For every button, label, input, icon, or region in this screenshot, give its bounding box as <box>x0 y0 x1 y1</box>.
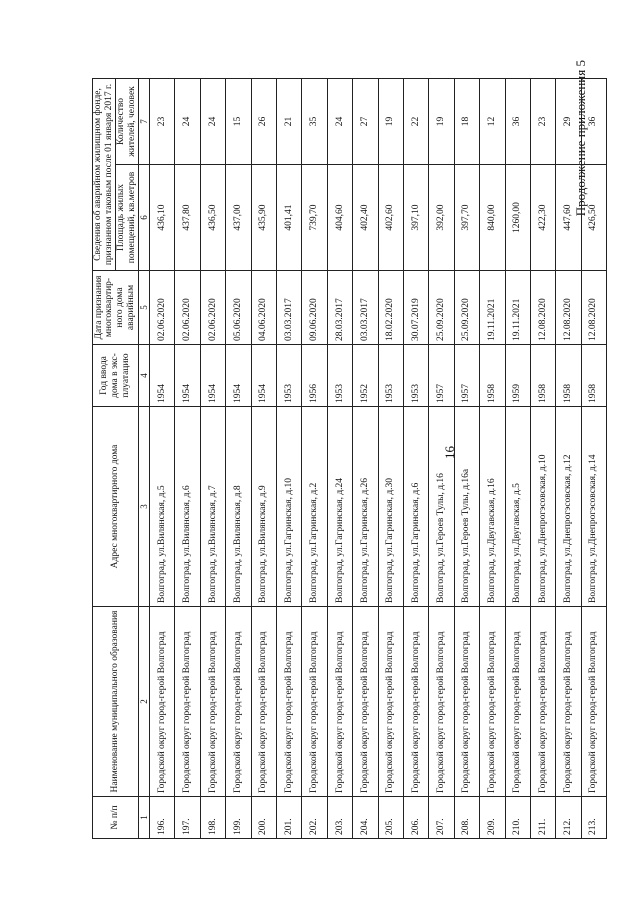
address-cell: Волгоград, ул.Вилянская, д.9 <box>251 407 276 607</box>
year-cell: 1954 <box>150 345 175 407</box>
date-cell: 03.03.2017 <box>276 271 301 345</box>
date-cell: 19.11.2021 <box>480 271 505 345</box>
date-cell: 02.06.2020 <box>175 271 200 345</box>
municipality-cell: Городской округ город-герой Волгоград <box>150 607 175 797</box>
table-row <box>276 79 301 839</box>
area-cell: 397,70 <box>454 165 479 271</box>
residents-cell: 12 <box>480 79 505 165</box>
address-cell: Волгоград, ул.Днепрогэсовская, д.14 <box>581 407 606 607</box>
column-number: 3 <box>138 407 149 607</box>
area-cell: 840,00 <box>480 165 505 271</box>
address-cell: Волгоград, ул.Героев Тулы, д.16а <box>454 407 479 607</box>
table-row <box>302 79 327 839</box>
area-cell: 739,70 <box>302 165 327 271</box>
year-cell: 1952 <box>353 345 378 407</box>
municipality-cell: Городской округ город-герой Волгоград <box>302 607 327 797</box>
date-cell: 28.03.2017 <box>327 271 352 345</box>
date-cell: 25.09.2020 <box>454 271 479 345</box>
residents-cell: 35 <box>302 79 327 165</box>
municipality-cell: Городской округ город-герой Волгоград <box>276 607 301 797</box>
residents-cell: 19 <box>378 79 403 165</box>
year-cell: 1958 <box>556 345 581 407</box>
date-cell: 04.06.2020 <box>251 271 276 345</box>
municipality-cell: Городской округ город-герой Волгоград <box>226 607 251 797</box>
table-row <box>454 79 479 839</box>
appendix-title: Продолжение приложения 5 <box>573 60 588 217</box>
municipality-cell: Городской округ город-герой Волгоград <box>480 607 505 797</box>
area-cell: 402,40 <box>353 165 378 271</box>
residents-cell: 23 <box>150 79 175 165</box>
row-number: 209. <box>480 797 505 839</box>
column-number: 4 <box>138 345 149 407</box>
area-cell: 447,60 <box>556 165 581 271</box>
date-cell: 12.08.2020 <box>581 271 606 345</box>
area-cell: 422,30 <box>530 165 555 271</box>
table-body <box>150 79 607 839</box>
address-cell: Волгоград, ул.Гагринская, д.30 <box>378 407 403 607</box>
address-cell: Волгоград, ул.Гагринская, д.10 <box>276 407 301 607</box>
row-number: 200. <box>251 797 276 839</box>
area-cell: 436,10 <box>150 165 175 271</box>
row-number: 203. <box>327 797 352 839</box>
municipality-cell: Городской округ город-герой Волгоград <box>581 607 606 797</box>
row-number: 212. <box>556 797 581 839</box>
column-number: 2 <box>138 607 149 797</box>
column-number: 6 <box>138 165 149 271</box>
area-cell: 402,60 <box>378 165 403 271</box>
area-cell: 404,60 <box>327 165 352 271</box>
table-row <box>581 79 606 839</box>
year-cell: 1959 <box>505 345 530 407</box>
year-cell: 1954 <box>175 345 200 407</box>
year-cell: 1953 <box>378 345 403 407</box>
address-cell: Волгоград, ул.Гагринская, д.26 <box>353 407 378 607</box>
table-row <box>480 79 505 839</box>
residents-cell: 21 <box>276 79 301 165</box>
column-number: 7 <box>138 79 149 165</box>
table-row <box>530 79 555 839</box>
municipality-cell: Городской округ город-герой Волгоград <box>556 607 581 797</box>
year-cell: 1954 <box>226 345 251 407</box>
address-cell: Волгоград, ул.Вилянская, д.8 <box>226 407 251 607</box>
residents-cell: 22 <box>403 79 428 165</box>
row-number: 204. <box>353 797 378 839</box>
column-number: 1 <box>138 797 149 839</box>
header-area: Площадь жилых помещений, кв.метров <box>115 165 138 271</box>
table-row <box>353 79 378 839</box>
municipality-cell: Городской округ город-герой Волгоград <box>530 607 555 797</box>
year-cell: 1958 <box>581 345 606 407</box>
residents-cell: 29 <box>556 79 581 165</box>
emergency-housing-table <box>92 78 607 839</box>
address-cell: Волгоград, ул.Гагринская, д.24 <box>327 407 352 607</box>
municipality-cell: Городской округ город-герой Волгоград <box>327 607 352 797</box>
date-cell: 02.06.2020 <box>150 271 175 345</box>
municipality-cell: Городской округ город-герой Волгоград <box>505 607 530 797</box>
row-number: 213. <box>581 797 606 839</box>
table-row <box>505 79 530 839</box>
residents-cell: 24 <box>175 79 200 165</box>
year-cell: 1957 <box>429 345 454 407</box>
municipality-cell: Городской округ город-герой Волгоград <box>378 607 403 797</box>
date-cell: 03.03.2017 <box>353 271 378 345</box>
area-cell: 436,50 <box>200 165 225 271</box>
date-cell: 19.11.2021 <box>505 271 530 345</box>
area-cell: 397,10 <box>403 165 428 271</box>
row-number: 205. <box>378 797 403 839</box>
address-cell: Волгоград, ул.Гагринская, д.2 <box>302 407 327 607</box>
row-number: 202. <box>302 797 327 839</box>
table-row <box>251 79 276 839</box>
table-row <box>378 79 403 839</box>
row-number: 201. <box>276 797 301 839</box>
header-group: Сведения об аварийном жилищном фонде, признанном таковым после 01 января 2017 г. <box>93 79 116 271</box>
municipality-cell: Городской округ город-герой Волгоград <box>454 607 479 797</box>
year-cell: 1954 <box>200 345 225 407</box>
row-number: 199. <box>226 797 251 839</box>
table-row <box>327 79 352 839</box>
address-cell: Волгоград, ул.Вилянская, д.6 <box>175 407 200 607</box>
area-cell: 401,41 <box>276 165 301 271</box>
address-cell: Волгоград, ул.Вилянская, д.7 <box>200 407 225 607</box>
municipality-cell: Городской округ город-герой Волгоград <box>251 607 276 797</box>
area-cell: 426,50 <box>581 165 606 271</box>
municipality-cell: Городской округ город-герой Волгоград <box>353 607 378 797</box>
year-cell: 1958 <box>480 345 505 407</box>
residents-cell: 36 <box>505 79 530 165</box>
address-cell: Волгоград, ул.Героев Тулы, д.16 <box>429 407 454 607</box>
year-cell: 1953 <box>276 345 301 407</box>
residents-cell: 24 <box>327 79 352 165</box>
area-cell: 437,80 <box>175 165 200 271</box>
residents-cell: 18 <box>454 79 479 165</box>
address-cell: Волгоград, ул.Днепрогэсовская, д.10 <box>530 407 555 607</box>
header-residents: Количество жителей, человек <box>115 79 138 165</box>
address-cell: Волгоград, ул.Гагринская, д.6 <box>403 407 428 607</box>
year-cell: 1958 <box>530 345 555 407</box>
date-cell: 05.06.2020 <box>226 271 251 345</box>
date-cell: 30.07.2019 <box>403 271 428 345</box>
header-address: Адрес многоквартирного дома <box>93 407 139 607</box>
table-row <box>226 79 251 839</box>
column-number-row <box>138 79 149 839</box>
residents-cell: 19 <box>429 79 454 165</box>
date-cell: 18.02.2020 <box>378 271 403 345</box>
year-cell: 1953 <box>403 345 428 407</box>
residents-cell: 24 <box>200 79 225 165</box>
date-cell: 12.08.2020 <box>530 271 555 345</box>
page-number: 16 <box>442 446 457 459</box>
table-row <box>150 79 175 839</box>
table-row <box>200 79 225 839</box>
year-cell: 1953 <box>327 345 352 407</box>
area-cell: 392,00 <box>429 165 454 271</box>
row-number: 197. <box>175 797 200 839</box>
row-number: 208. <box>454 797 479 839</box>
address-cell: Волгоград, ул.Двугавская, д.5 <box>505 407 530 607</box>
residents-cell: 36 <box>581 79 606 165</box>
year-cell: 1954 <box>251 345 276 407</box>
address-cell: Волгоград, ул.Двугавская, д.16 <box>480 407 505 607</box>
residents-cell: 15 <box>226 79 251 165</box>
table-row <box>429 79 454 839</box>
header-year: Год ввода дома в экс-плуатацию <box>93 345 139 407</box>
table-row <box>175 79 200 839</box>
municipality-cell: Городской округ город-герой Волгоград <box>200 607 225 797</box>
year-cell: 1957 <box>454 345 479 407</box>
date-cell: 25.09.2020 <box>429 271 454 345</box>
date-cell: 12.08.2020 <box>556 271 581 345</box>
residents-cell: 26 <box>251 79 276 165</box>
column-number: 5 <box>138 271 149 345</box>
row-number: 206. <box>403 797 428 839</box>
residents-cell: 27 <box>353 79 378 165</box>
header-municipality: Наименование муниципального образования <box>93 607 139 797</box>
address-cell: Волгоград, ул.Днепрогэсовская, д.12 <box>556 407 581 607</box>
row-number: 211. <box>530 797 555 839</box>
residents-cell: 23 <box>530 79 555 165</box>
row-number: 196. <box>150 797 175 839</box>
header-num: № п/п <box>93 797 139 839</box>
table-row <box>403 79 428 839</box>
area-cell: 435,90 <box>251 165 276 271</box>
date-cell: 02.06.2020 <box>200 271 225 345</box>
header-date: Дата признания многоквартир-ного дома аварийным <box>93 271 139 345</box>
table-row <box>556 79 581 839</box>
area-cell: 1260,00 <box>505 165 530 271</box>
row-number: 198. <box>200 797 225 839</box>
municipality-cell: Городской округ город-герой Волгоград <box>175 607 200 797</box>
row-number: 207. <box>429 797 454 839</box>
address-cell: Волгоград, ул.Вилянская, д.5 <box>150 407 175 607</box>
row-number: 210. <box>505 797 530 839</box>
municipality-cell: Городской округ город-герой Волгоград <box>403 607 428 797</box>
municipality-cell: Городской округ город-герой Волгоград <box>429 607 454 797</box>
area-cell: 437,00 <box>226 165 251 271</box>
year-cell: 1956 <box>302 345 327 407</box>
date-cell: 09.06.2020 <box>302 271 327 345</box>
